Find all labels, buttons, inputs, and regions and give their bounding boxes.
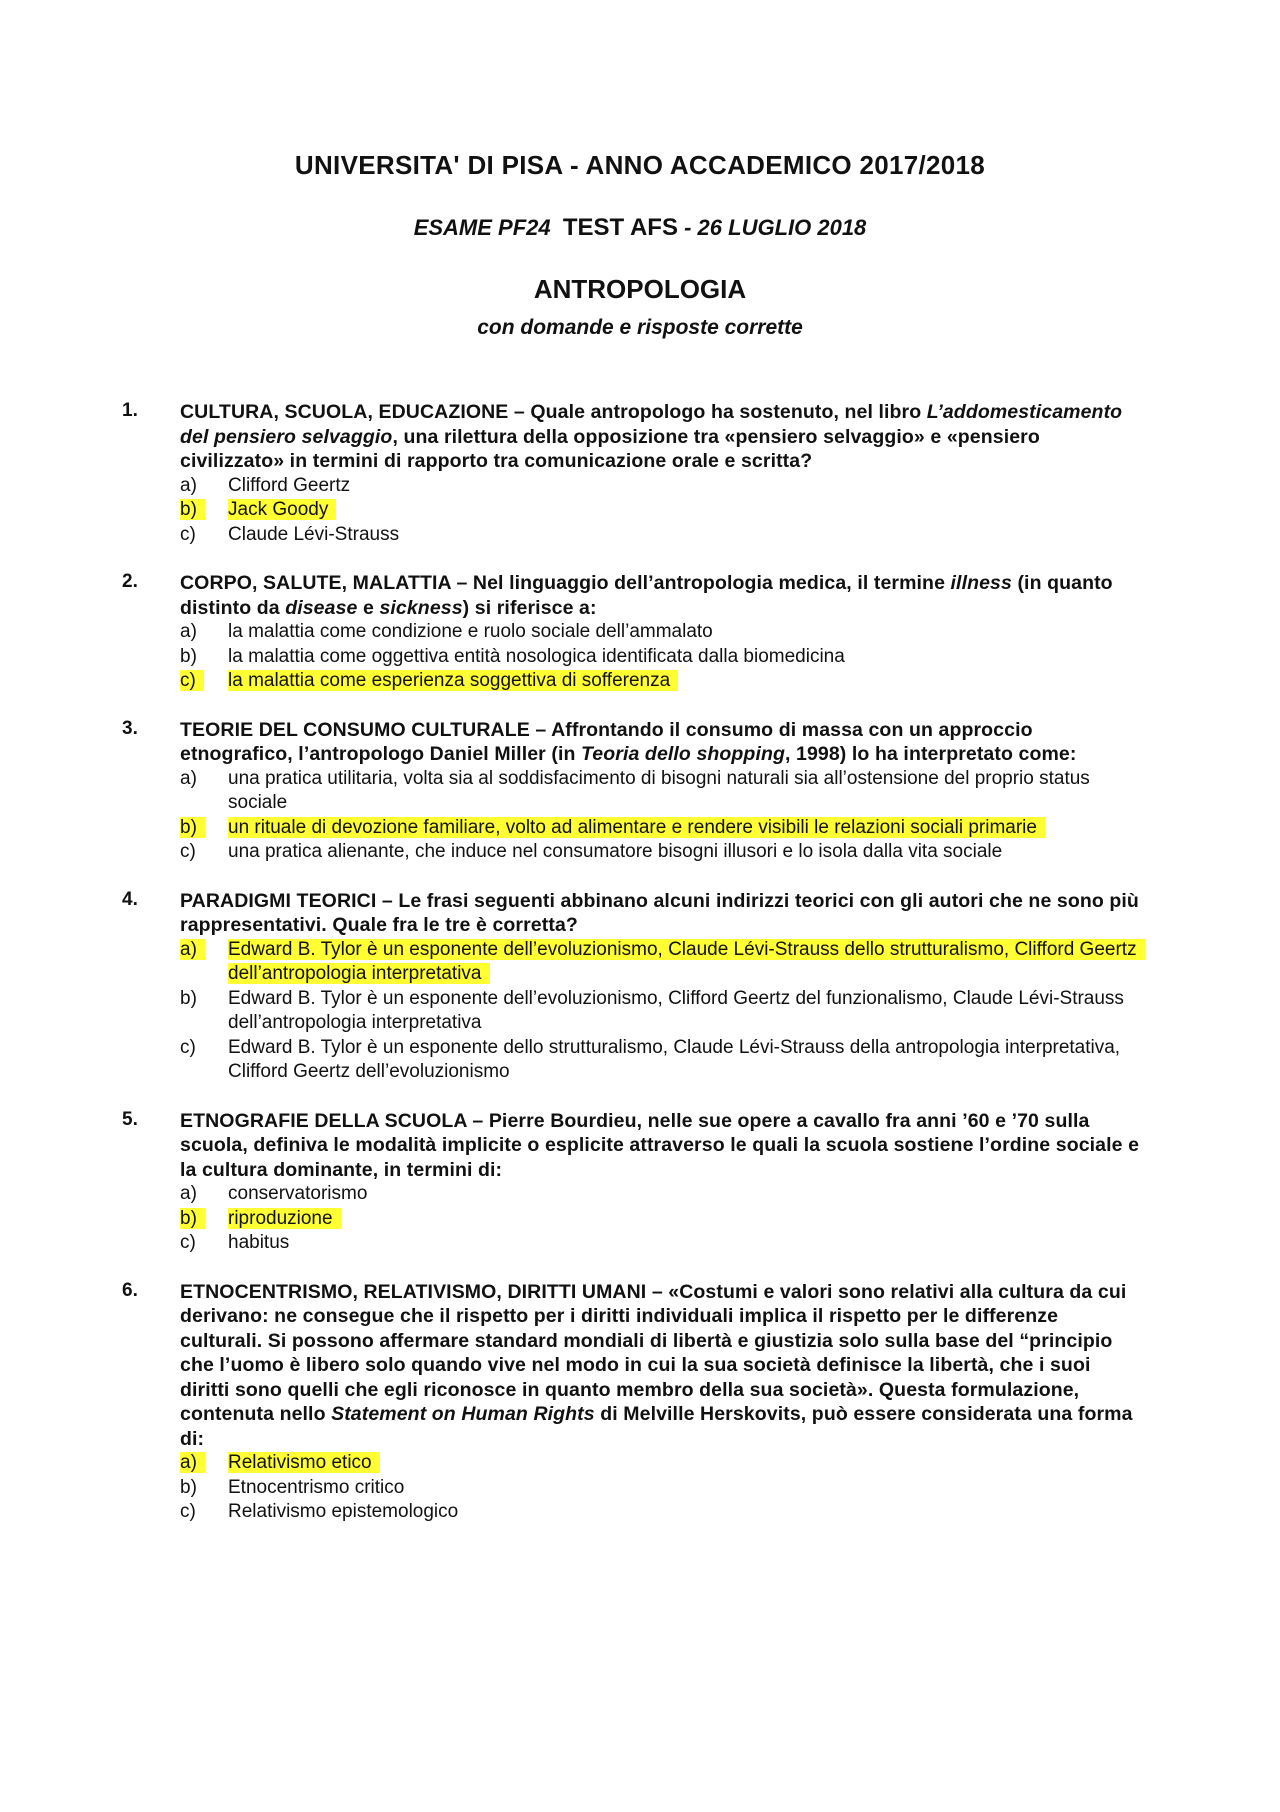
option-text: una pratica utilitaria, volta sia al soddisfacimento di bisogni naturali sia all’ostensione del proprio status sociale [228, 767, 1090, 813]
option-text: conservatorismo [228, 1183, 368, 1204]
question-text-part: e [357, 596, 380, 619]
question-number: 5. [122, 1108, 138, 1130]
question-text-part: di Melville Herskovits, può essere considerata una forma di: [180, 1403, 1133, 1450]
question-list [122, 400, 1142, 1549]
option-text [228, 1207, 1142, 1232]
exam-test: TEST AFS [562, 214, 678, 241]
term-italic: sickness [379, 596, 463, 619]
question-text-part: (in quanto distinto da [180, 572, 1113, 619]
option-text [228, 498, 1142, 523]
option-letter: c) [180, 1501, 196, 1522]
question-5 [122, 1109, 1142, 1256]
option-letter-text: b) [180, 1208, 205, 1229]
question-text-part: ETNOCENTRISMO, RELATIVISMO, DIRITTI UMANI – «Costumi e valori sono relativi alla cultura da cui derivano: ne consegue che il rispetto per i diritti individuali implica il rispetto per le differenze culturali. Si possono affermare standard mondiali di libertà e giustizia solo sulla base del “principio che l’uomo è libero solo quando vive nel modo in cui la sua società definisce la libertà, che i suoi diritti sono quelli che egli riconosce in quanto membro della sua società». Questa formulazione, contenuta nello [180, 1280, 1127, 1425]
university-heading: UNIVERSITA' DI PISA - ANNO ACCADEMICO 2017/2018 [294, 150, 986, 180]
options [180, 620, 1142, 694]
option-letter: b) [180, 987, 197, 1009]
question-text-part: , una rilettura della opposizione tra «pensiero selvaggio» e «pensiero civilizzato» in termini di rapporto tra comunicazione orale e scritta? [180, 425, 1040, 472]
question-text [180, 718, 1142, 767]
option-a-correct [180, 1451, 1142, 1476]
option-text [228, 816, 1142, 841]
option-a-correct [180, 938, 1142, 987]
option-c [180, 1231, 1142, 1256]
option-text: Etnocentrismo critico [228, 1476, 405, 1498]
question-number: 2. [122, 571, 138, 592]
option-letter [180, 669, 228, 694]
option-letter [180, 816, 228, 841]
option-letter: c) [180, 1232, 196, 1253]
book-title: L’addomesticamento del pensiero selvaggio [180, 401, 1123, 448]
option-text-highlight: un rituale di devozione familiare, volto ad alimentare e rendere visibili le relazioni sociali primarie [228, 817, 1045, 838]
document-title: Statement on Human Rights [331, 1403, 595, 1425]
option-text-highlight: riproduzione [228, 1208, 341, 1229]
option-b [180, 1476, 1142, 1501]
question-1 [122, 400, 1142, 547]
exam-date: - 26 LUGLIO 2018 [684, 215, 867, 240]
option-letter: a) [180, 474, 197, 496]
option-text: Relativismo epistemologico [228, 1501, 459, 1522]
question-text [180, 400, 1142, 474]
question-6 [122, 1280, 1142, 1525]
option-text-highlight: la malattia come esperienza soggettiva di sofferenza [228, 670, 678, 691]
option-c [180, 840, 1142, 865]
term-italic: disease [285, 596, 358, 619]
option-letter [180, 498, 228, 523]
option-b-correct [180, 1207, 1142, 1232]
option-text: una pratica alienante, che induce nel consumatore bisogni illusori e lo isola dalla vita sociale [228, 841, 1003, 862]
question-number: 1. [122, 400, 138, 421]
question-number: 6. [122, 1279, 138, 1301]
option-b [180, 645, 1142, 670]
exam-heading [0, 214, 1280, 242]
option-b [180, 987, 1142, 1036]
option-text: Clifford Geertz [228, 474, 351, 496]
question-2 [122, 571, 1142, 694]
option-letter [180, 1207, 228, 1232]
exam-code: ESAME PF24 [413, 215, 551, 240]
question-number: 3. [122, 717, 138, 739]
option-letter: b) [180, 1476, 197, 1498]
option-letter: c) [180, 523, 196, 545]
option-letter: b) [180, 645, 197, 667]
option-c [180, 523, 1142, 548]
option-text-highlight: Relativismo etico [228, 1452, 380, 1473]
option-text [228, 938, 1142, 987]
option-text [228, 669, 1142, 694]
option-letter-text: b) [180, 499, 205, 520]
question-text-part: TEORIE DEL CONSUMO CULTURALE – Affrontando il consumo di massa con un approccio etnografico, l’antropologo Daniel Miller (in [180, 718, 1033, 765]
option-text: la malattia come oggettiva entità nosologica identificata dalla biomedicina [228, 645, 845, 667]
subject-subtitle: con domande e risposte corrette [477, 316, 803, 339]
option-letter: a) [180, 621, 197, 642]
question-3 [122, 718, 1142, 865]
option-text: Edward B. Tylor è un esponente dello strutturalismo, Claude Lévi-Strauss della antropologia interpretativa, Clifford Geertz dell’evoluzionismo [228, 1036, 1121, 1082]
option-a [180, 474, 1142, 499]
option-c [180, 1036, 1142, 1085]
question-text-part: CORPO, SALUTE, MALATTIA – Nel linguaggio dell’antropologia medica, il termine [180, 572, 951, 594]
option-c-correct [180, 669, 1142, 694]
option-letter: c) [180, 841, 196, 862]
option-a [180, 1182, 1142, 1207]
option-letter-text: c) [180, 670, 204, 691]
options [180, 1182, 1142, 1256]
option-letter-text: b) [180, 817, 205, 838]
options [180, 1451, 1142, 1525]
option-letter [180, 1451, 228, 1476]
option-letter: c) [180, 1036, 196, 1058]
question-text-part: , 1998) lo ha interpretato come: [784, 743, 1077, 765]
option-letter-text: a) [180, 939, 205, 960]
option-letter-text: a) [180, 1452, 205, 1473]
question-text [180, 1280, 1142, 1452]
option-text-highlight: Edward B. Tylor è un esponente dell’evoluzionismo, Claude Lévi-Strauss dello strutturalismo, Clifford Geertz dell’antropologia interpretativa [228, 939, 1145, 985]
subject-title: ANTROPOLOGIA [533, 274, 747, 304]
option-text: la malattia come condizione e ruolo sociale dell’ammalato [228, 621, 713, 642]
options [180, 938, 1142, 1085]
option-a [180, 767, 1142, 816]
question-text-part: ) si riferisce a: [462, 596, 597, 619]
options [180, 474, 1142, 548]
option-letter: a) [180, 767, 197, 789]
option-b-correct [180, 498, 1142, 523]
option-letter: a) [180, 1183, 197, 1204]
option-text: Claude Lévi-Strauss [228, 523, 400, 545]
option-b-correct [180, 816, 1142, 841]
book-title: Teoria dello shopping [581, 743, 785, 765]
question-number: 4. [122, 888, 138, 910]
option-a [180, 620, 1142, 645]
option-text: Edward B. Tylor è un esponente dell’evoluzionismo, Clifford Geertz del funzionalismo, Claude Lévi-Strauss dell’antropologia interpretativa [228, 987, 1124, 1033]
question-text: PARADIGMI TEORICI – Le frasi seguenti abbinano alcuni indirizzi teorici con gli autori che ne sono più rappresentativi. Quale fra le tre è corretta? [180, 889, 1139, 936]
option-text-highlight: Jack Goody [228, 499, 336, 520]
option-text [228, 1451, 1142, 1476]
question-text [180, 571, 1142, 620]
option-letter [180, 938, 228, 987]
option-text: habitus [228, 1232, 290, 1253]
question-4 [122, 889, 1142, 1085]
question-text: ETNOGRAFIE DELLA SCUOLA – Pierre Bourdieu, nelle sue opere a cavallo fra anni ’60 e ’70 sulla scuola, definiva le modalità implicite o esplicite attraverso le quali la scuola sostiene l’ordine sociale e la cultura dominante, in termini di: [180, 1109, 1140, 1181]
question-text-part: CULTURA, SCUOLA, EDUCAZIONE – Quale antropologo ha sostenuto, nel libro [180, 401, 927, 423]
term-italic: illness [950, 572, 1012, 594]
option-c [180, 1500, 1142, 1525]
options [180, 767, 1142, 865]
